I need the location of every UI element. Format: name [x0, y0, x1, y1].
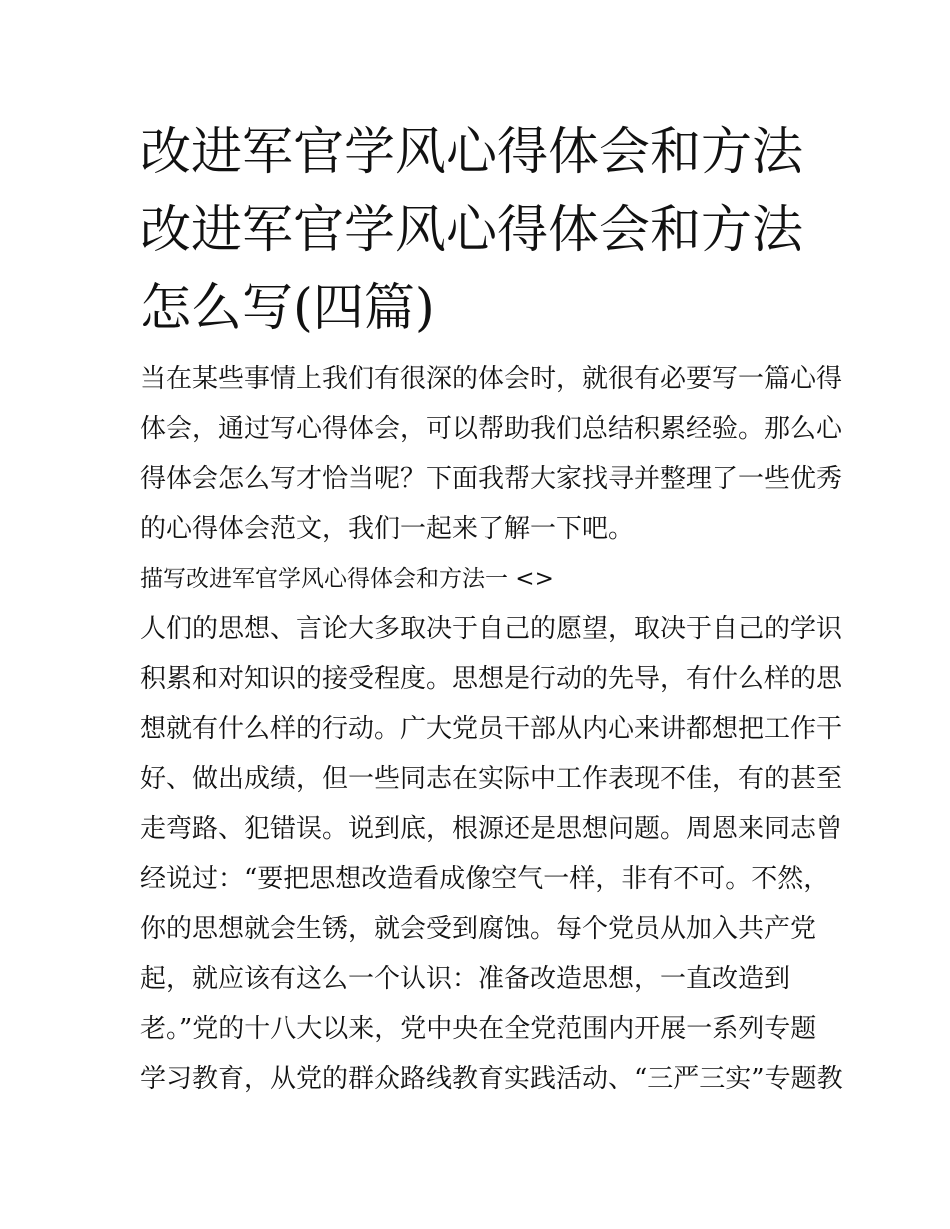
intro-line-1: 当在某些事情上我们有很深的体会时，就很有必要写一篇心得	[140, 364, 843, 394]
title-line-3: 怎么写(四篇)	[140, 279, 435, 338]
section-line-5: 走弯路、犯错误。说到底，根源还是思想问题。周恩来同志曾	[140, 814, 843, 844]
title-line-2: 改进军官学风心得体会和方法	[140, 201, 804, 260]
intro-line-3: 得体会怎么写才恰当呢？下面我帮大家找寻并整理了一些优秀	[140, 464, 843, 494]
section-line-3: 想就有什么样的行动。广大党员干部从内心来讲都想把工作干	[140, 714, 843, 744]
section-line-6: 经说过：“要把思想改造看成像空气一样，非有不可。不然，	[140, 864, 830, 894]
title-line-1: 改进军官学风心得体会和方法	[140, 123, 804, 182]
intro-line-4: 的心得体会范文，我们一起来了解一下吧。	[140, 514, 635, 544]
section-line-7: 你的思想就会生锈，就会受到腐蚀。每个党员从加入共产党	[140, 914, 817, 944]
section-line-2: 积累和对知识的接受程度。思想是行动的先导，有什么样的思	[140, 664, 843, 694]
section-line-4: 好、做出成绩，但一些同志在实际中工作表现不佳，有的甚至	[140, 764, 843, 794]
intro-line-2: 体会，通过写心得体会，可以帮助我们总结积累经验。那么心	[140, 414, 843, 444]
document-title	[140, 114, 830, 348]
section-line-10: 学习教育，从党的群众路线教育实践活动、“三严三实”专题教	[140, 1064, 843, 1094]
section-line-1: 人们的思想、言论大多取决于自己的愿望，取决于自己的学识	[140, 614, 843, 644]
document-body	[140, 354, 843, 1104]
section-line-8: 起，就应该有这么一个认识：准备改造思想，一直改造到	[140, 964, 791, 994]
section-heading: 描写改进军官学风心得体会和方法一 <>	[140, 566, 554, 592]
section-line-9: 老。”党的十八大以来，党中央在全党范围内开展一系列专题	[140, 1014, 817, 1044]
